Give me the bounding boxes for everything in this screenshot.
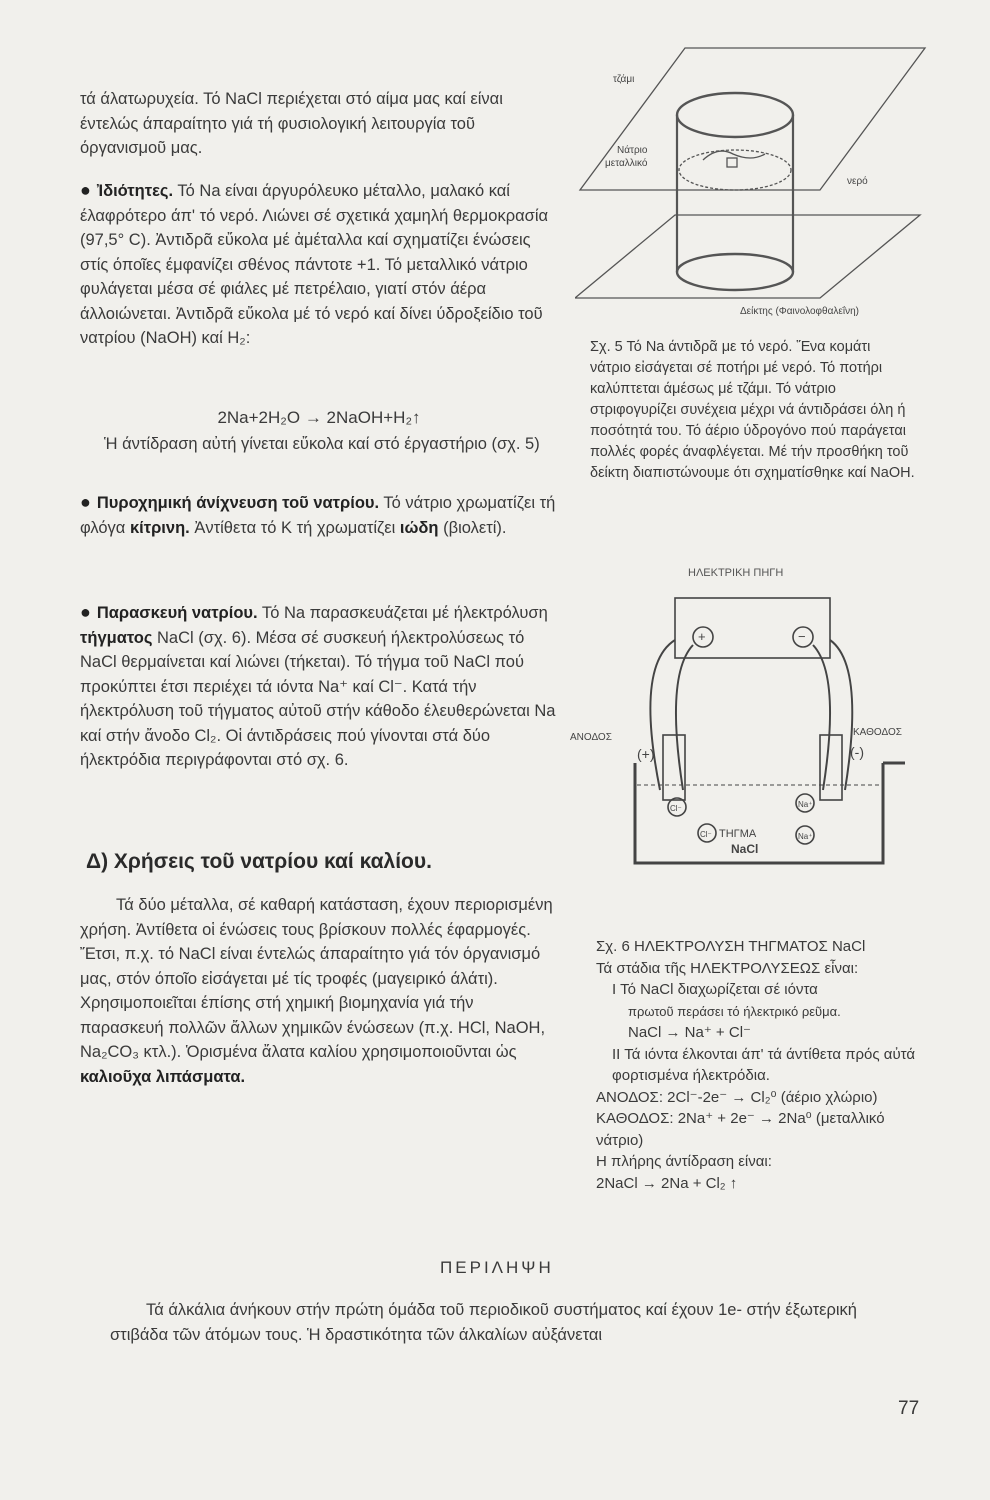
summary-title: ΠΕΡΙΛΗΨΗ [440, 1258, 554, 1277]
label-glass-cover: τζάμι [613, 74, 635, 85]
fig6-caption-title: Σχ. 6 ΗΛΕΚΤΡΟΛΥΣΗ ΤΗΓΜΑΤΟΣ NaCl [596, 938, 866, 955]
flame-test-paragraph [80, 490, 558, 540]
properties-paragraph [80, 178, 558, 351]
label-minus: − [798, 629, 806, 644]
label-cathode-sign: (-) [850, 744, 864, 760]
cathode-wire-outer [830, 640, 852, 790]
label-water: νερό [847, 176, 868, 187]
flame-color-yellow: κίτρινη. [129, 518, 190, 537]
electrolysis-vessel [635, 763, 883, 863]
label-cl-ion-1: Cl⁻ [670, 804, 682, 813]
label-cathode: ΚΑΘΟΔΟΣ [853, 727, 902, 738]
label-power-source: ΗΛΕΚΤΡΙΚΗ ΠΗΓΗ [688, 567, 784, 579]
anode-electrode [663, 735, 685, 800]
beaker-base [677, 254, 793, 290]
flame-text-2: Ἀντίθετα τό K τή χρωματίζει [194, 518, 396, 537]
fig6-caption-stage-2: ΙΙ Τά ιόντα έλκονται άπ' τά άντίθετα πρός αὐτά φορτισμένα ήλεκτρόδια. [612, 1045, 916, 1084]
preparation-text-1: Τό Na παρασκευάζεται μέ ήλεκτρόλυση [261, 604, 548, 622]
label-nacl: NaCl [731, 842, 759, 856]
flame-text-3: (βιολετί). [443, 518, 507, 537]
figure-6-caption [596, 936, 931, 1194]
reaction-note: Ἡ άντίδραση αὐτή γίνεται εὔκολα καί στό έργαστήριο (σχ. 5) [104, 435, 540, 453]
fig6-caption-anode: ΑΝΟΔΟΣ: 2Cl⁻-2e⁻ → Cl₂⁰ (άέριο χλώριο) [596, 1088, 878, 1106]
glass-plate-bottom [575, 215, 920, 298]
label-melt: ΤΗΓΜΑ [719, 828, 757, 840]
fig6-caption-stage-1c: NaCl → Na⁺ + Cl⁻ [628, 1024, 751, 1041]
cathode-electrode [820, 735, 842, 800]
label-anode: ΑΝΟΔΟΣ [570, 732, 612, 743]
sodium-piece [727, 158, 737, 167]
fig6-caption-total-eq: 2NaCl → 2Na + Cl₂ ↑ [596, 1174, 738, 1192]
cathode-wire-inner [813, 645, 830, 790]
uses-paragraph [80, 893, 558, 1089]
flame-text-1: Τό νάτριο χρωματίζει τή φλόγα [80, 494, 556, 537]
label-indicator: Δείκτης (Φαινολοφθαλεΐνη) [740, 306, 859, 317]
fig6-caption-stages: Τά στάδια τῆς ΗΛΕΚΤΡΟΛΥΣΕΩΣ εἶναι: [596, 959, 859, 977]
flame-test-heading: ● Πυροχημική άνίχνευση τοῦ νατρίου. [80, 494, 379, 512]
uses-text: Τά δύο μέταλλα, σέ καθαρή κατάσταση, έχουν περιορισμένη χρήση. Ἀντίθετα οἱ ένώσεις τους βρίσκουν πολλές έφαρμογές. Ἔτσι, π.χ. τό NaCl είναι έντελώς άπαραίτητο γιά τόν όργανισμό μας, στόν όποῖο εἰσάγεται μέ τίς τροφές (μαγειρικό άλάτι). Χρησιμοποιεῖται έπίσης στή χημική βιομηχανία γιά τήν παρασκευή πολλῶν ἄλλων χημικῶν ένώσεων (π.χ. HCl, NaOH, Na₂CO₃ κτλ.). Ὁρισμένα ἄλατα καλίου χρησιμοποιοῦνται ὡς [80, 896, 553, 1061]
preparation-text-2: NaCl (σχ. 6). Μέσα σέ συσκευή ήλεκτρολύσεως τό NaCl θερμαίνεται καί λιώνει (τήκεται). Τό τήγμα τοῦ NaCl πού προκύπτει έτσι περιέχει τά ιόντα Na⁺ καί Cl⁻. Κατά τήν ήλεκτρόλυση τοῦ τήγματος αὐτοῦ στήν κάθοδο έλευθερώνεται Na καί στήν ἄνοδο Cl₂. Οἱ άντιδράσεις πού γίνονται στά δύο ήλεκτρόδια περιγράφονται στό σχ. 6. [80, 628, 556, 769]
figure-6-electrolysis [565, 585, 935, 870]
uses-bold-fertilizers: καλιοῦχα λιπάσματα. [80, 1067, 246, 1086]
sodium-water-equation: 2Na+2H₂O → 2NaOH+H₂↑ [217, 408, 421, 427]
water-surface [679, 150, 791, 190]
reaction-swirl [703, 151, 765, 160]
fig6-caption-stage-1b: πρωτοῦ περάσει τό ήλεκτρικό ρεῦμα. [628, 1003, 841, 1019]
preparation-heading: ● Παρασκευή νατρίου. [80, 604, 258, 622]
figure-5-caption: Σχ. 5 Τό Na άντιδρᾶ με τό νερό. Ἕνα κομάτι νάτριο εἰσάγεται σέ ποτήρι μέ νερό. Τό ποτήρι καλύπτεται άμέσως μέ τζάμι. Τό νάτριο στριφογυρίζει συνέχεια μέχρι νά άντιδράσει όλη ή ποσότητά του. Τό άέριο ύδρογόνο πού παράγεται πολλές φορές άναφλέγεται. Μέ τήν προσθήκη τοῦ δείκτη διαπιστώνουμε ότι σχηματίσθηκε καί NaOH. [590, 339, 915, 481]
label-sodium-metal: μεταλλικό [605, 158, 648, 169]
figure-5-sodium-water [575, 40, 930, 330]
flame-color-violet: ιώδη [399, 518, 439, 537]
label-sodium: Νάτριο [617, 145, 648, 156]
label-na-ion-2: Na⁺ [798, 832, 813, 841]
intro-paragraph: τά άλατωρυχεία. Τό NaCl περιέχεται στό αίμα μας καί είναι έντελώς άπαραίτητο γιά τή φυσιολογική λειτουργία τοῦ όργανισμοῦ μας. [80, 90, 503, 157]
page-number: 77 [898, 1398, 920, 1419]
preparation-paragraph [80, 600, 558, 773]
summary-text: Τά άλκάλια άνήκουν στήν πρώτη όμάδα τοῦ περιοδικοῦ συστήματος καί έχουν 1e- στήν έξωτερική στιβάδα τῶν άτόμων τους. Ἡ δραστικότητα τῶν άλκαλίων αὐξάνεται [110, 1301, 857, 1344]
beaker-rim [677, 93, 793, 137]
properties-text: Τό Na είναι άργυρόλευκο μέταλλο, μαλακό καί έλαφρότερο άπ' τό νερό. Λιώνει σέ σχετικά χαμηλή θερμοκρασία (97,5° C). Ἀντιδρᾶ εὔκολα μέ ἀμέταλλα καί σχηματίζει ένώσεις στίς όποῖες έμφανίζει σθένος πάντοτε +1. Τό μεταλλικό νάτριο φυλάγεται μέσα σέ φιάλες μέ πετρέλαιο, γιατί στόν άέρα άλλοιώνεται. Ἀντιδρᾶ εὔκολα μέ τό νερό καί δίνει ύδροξείδιο τοῦ νατρίου (NaOH) καί H₂: [80, 182, 549, 347]
label-anode-sign: (+) [637, 746, 655, 762]
fig6-caption-stage-1: Ι Τό NaCl διαχωρίζεται σέ ιόντα [612, 981, 818, 998]
label-na-ion-1: Na⁺ [798, 800, 813, 809]
section-title-uses: Δ) Χρήσεις τοῦ νατρίου καί καλίου. [86, 850, 432, 873]
preparation-bold-melt: τήγματος [80, 628, 153, 647]
properties-heading: ● Ἰδιότητες. [80, 182, 173, 200]
fig6-caption-cathode: ΚΑΘΟΔΟΣ: 2Na⁺ + 2e⁻ → 2Na⁰ (μεταλλικό νάτριο) [596, 1110, 885, 1149]
label-plus: + [698, 629, 706, 644]
fig6-caption-total: Η πλήρης άντίδραση είναι: [596, 1153, 772, 1170]
label-cl-ion-2: Cl⁻ [700, 830, 712, 839]
